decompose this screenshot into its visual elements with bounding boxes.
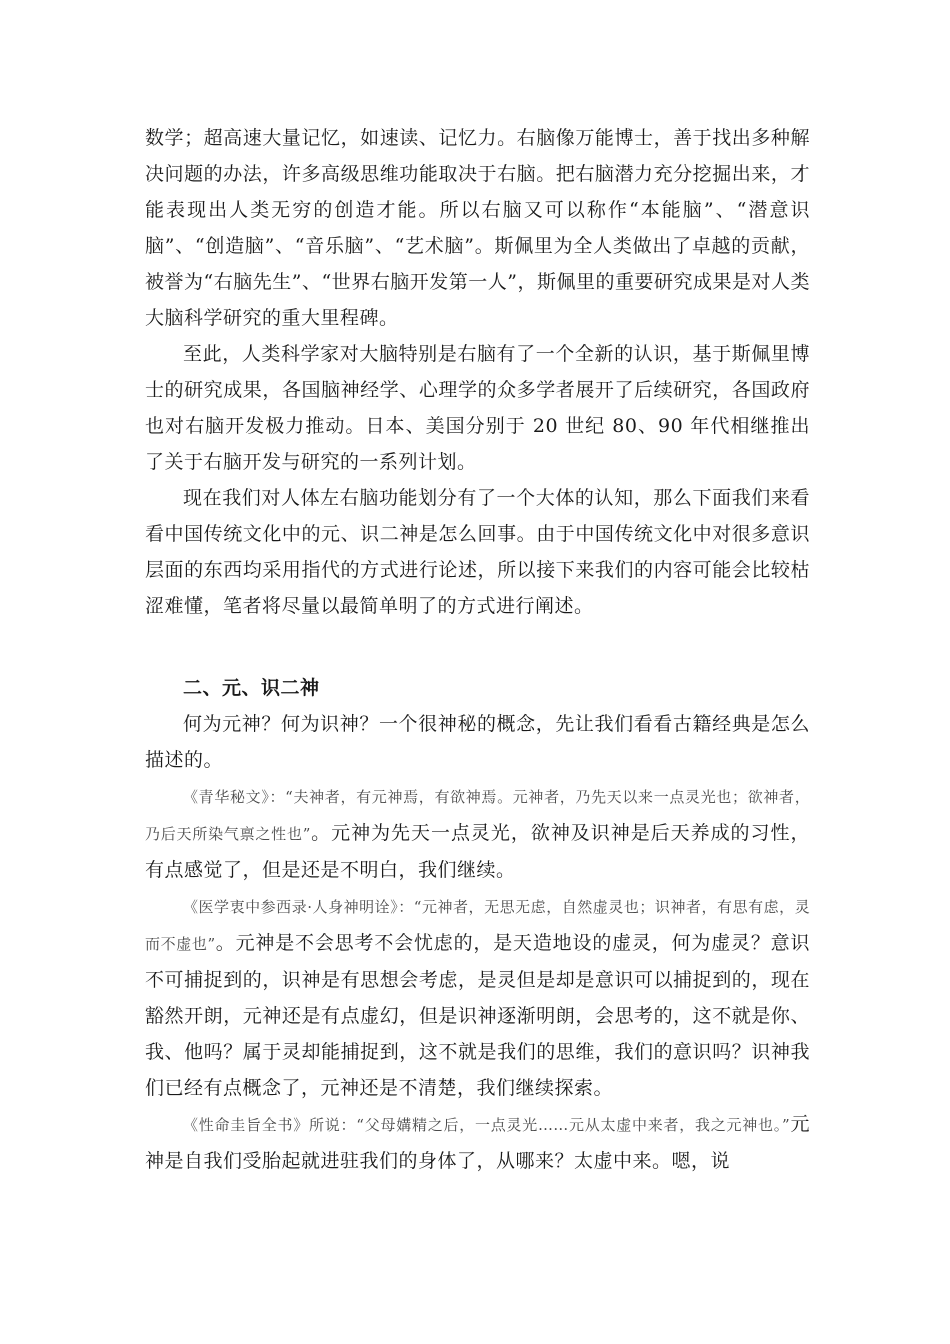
paragraph-sperry-research: 至此，人类科学家对大脑特别是右脑有了一个全新的认识，基于斯佩里博士的研究成果，各国脑神经学、心理学的众多学者展开了后续研究，各国政府也对右脑开发极力推动。日本、美国分别于 20 世纪 80、90 年代相继推出了关于右脑开发与研究的一系列计划。 xyxy=(145,343,810,473)
commentary-yixue-zhongzhong: 。元神是不会思考不会忧虑的，是天造地设的虚灵，何为虚灵？意识不可捕捉到的，识神是有思想会考虑，是灵但是却是意识可以捕捉到的，现在豁然开朗，元神还是有点虚幻，但是识神逐渐明朗，会思考的，这不就是你、我、他吗？属于灵却能捕捉到，这不就是我们的思维，我们的意识吗？识神我们已经有点概念了，元神还是不清楚，我们继续探索。 xyxy=(145,932,810,1099)
quote-qinghua-miwen: 《青华秘文》：“夫神者，有元神焉，有欲神焉。元神者，乃先天以来一点灵光也；欲神者，乃后天所染气禀之性也” xyxy=(145,788,810,843)
paragraph-question: 何为元神？何为识神？一个很神秘的概念，先让我们看看古籍经典是怎么描述的。 xyxy=(145,713,810,771)
document-page xyxy=(145,120,810,1179)
commentary-qinghua-miwen: 。元神为先天一点灵光，欲神及识神是后天养成的习性，有点感觉了，但是还是不明白，我们继续。 xyxy=(145,822,810,881)
paragraph-xingming-guizhi xyxy=(145,1106,810,1179)
quote-yixue-zhongzhong: 《医学衷中参西录·人身神明诠》：“元神者，无思无虑，自然虚灵也；识神者，有思有虑，灵而不虚也” xyxy=(145,898,810,953)
paragraph-qinghua-miwen xyxy=(145,778,810,888)
quote-xingming-guizhi: 《性命圭旨全书》所说：“父母媾精之后，一点灵光……元从太虚中来者，我之元神也。” xyxy=(183,1116,791,1134)
paragraph-traditional-culture: 现在我们对人体左右脑功能划分有了一个大体的认知，那么下面我们来看看中国传统文化中的元、识二神是怎么回事。由于中国传统文化中对很多意识层面的东西均采用指代的方式进行论述，所以接下来我们的内容可能会比较枯涩难懂，笔者将尽量以最简单明了的方式进行阐述。 xyxy=(145,487,810,617)
section-heading: 二、元、识二神 xyxy=(183,677,320,699)
commentary-xingming-guizhi: 元神是自我们受胎起就进驻我们的身体了，从哪来？太虚中来。嗯，说 xyxy=(145,1113,810,1172)
paragraph-yixue-zhongzhong xyxy=(145,888,810,1106)
paragraph-right-brain: 数学；超高速大量记忆，如速读、记忆力。右脑像万能博士，善于找出多种解决问题的办法，许多高级思维功能取决于右脑。把右脑潜力充分挖掘出来，才能表现出人类无穷的创造才能。所以右脑又可以称作“本能脑”、“潜意识脑”、“创造脑”、“音乐脑”、“艺术脑”。斯佩里为全人类做出了卓越的贡献，被誉为“右脑先生”、“世界右脑开发第一人”，斯佩里的重要研究成果是对人类大脑科学研究的重大里程碑。 xyxy=(145,127,810,329)
